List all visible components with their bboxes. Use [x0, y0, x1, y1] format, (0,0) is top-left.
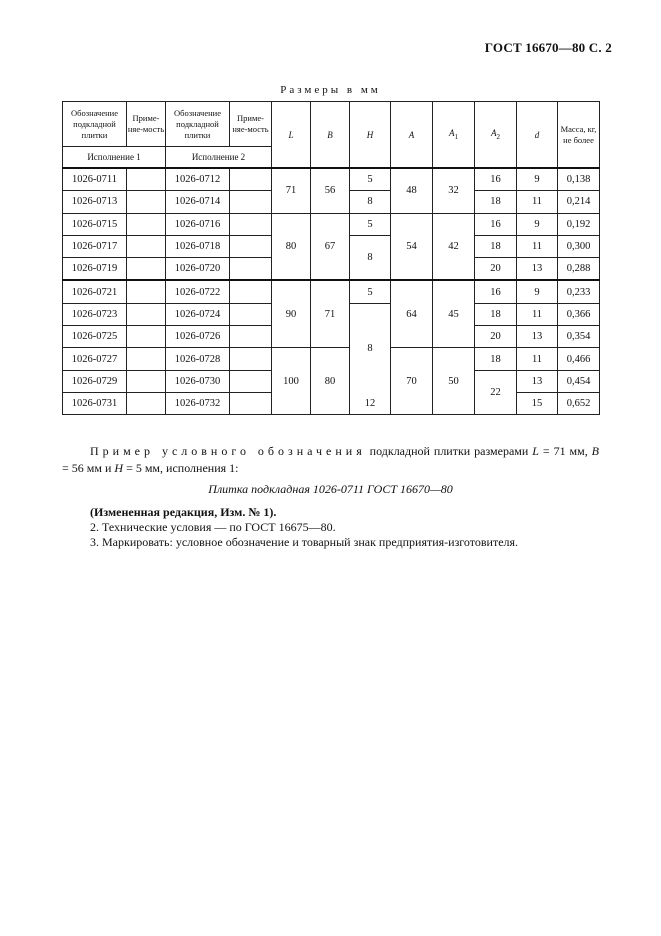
- header-mass: Масса, кг, не более: [558, 102, 600, 169]
- cell-A2: 18: [475, 303, 517, 325]
- designation-example-text: Пример условного обозначения подкладной плитки размерами L = 71 мм, B = 56 мм и H = 5 мм, исполнения 1:: [62, 444, 599, 475]
- cell-A: 70: [391, 348, 433, 415]
- cell-applicability-2: [230, 392, 272, 414]
- cell-A1: 32: [433, 168, 475, 213]
- cell-designation-2: 1026-0724: [166, 303, 230, 325]
- cell-A1: 50: [433, 348, 475, 415]
- header-designation-2: Обозначение подкладной плитки: [166, 102, 230, 147]
- cell-applicability-2: [230, 303, 272, 325]
- cell-H: 8: [350, 303, 391, 392]
- edited-note: (Измененная редакция, Изм. № 1).: [90, 505, 277, 519]
- cell-mass: 0,652: [558, 392, 600, 414]
- cell-designation-1: 1026-0723: [63, 303, 127, 325]
- cell-applicability-2: [230, 258, 272, 281]
- cell-designation-1: 1026-0711: [63, 168, 127, 191]
- cell-B: 80: [311, 348, 350, 415]
- cell-A1: 45: [433, 280, 475, 347]
- cell-designation-2: 1026-0730: [166, 370, 230, 392]
- header-d: d: [517, 102, 558, 169]
- cell-d: 11: [517, 303, 558, 325]
- cell-mass: 0,366: [558, 303, 600, 325]
- cell-designation-2: 1026-0718: [166, 235, 230, 257]
- header-A: A: [391, 102, 433, 169]
- cell-A2: 16: [475, 213, 517, 235]
- cell-applicability-2: [230, 370, 272, 392]
- cell-designation-2: 1026-0712: [166, 168, 230, 191]
- header-applicability-1: Приме-няе-мость: [127, 102, 166, 147]
- cell-d: 11: [517, 235, 558, 257]
- cell-A2: 20: [475, 258, 517, 281]
- cell-B: 56: [311, 168, 350, 213]
- cell-H: 5: [350, 280, 391, 303]
- cell-designation-1: 1026-0721: [63, 280, 127, 303]
- header-applicability-2: Приме-няе-мость: [230, 102, 272, 147]
- cell-applicability-2: [230, 280, 272, 303]
- cell-d: 9: [517, 213, 558, 235]
- cell-mass: 0,466: [558, 348, 600, 370]
- cell-designation-1: 1026-0731: [63, 392, 127, 414]
- cell-mass: 0,354: [558, 326, 600, 348]
- cell-applicability-2: [230, 191, 272, 213]
- cell-applicability-1: [127, 168, 166, 191]
- notes-block: [90, 505, 599, 550]
- cell-designation-1: 1026-0727: [63, 348, 127, 370]
- cell-L: 71: [272, 168, 311, 213]
- cell-designation-1: 1026-0713: [63, 191, 127, 213]
- header-version-2: Исполнение 2: [166, 147, 272, 169]
- cell-designation-2: 1026-0732: [166, 392, 230, 414]
- cell-mass: 0,300: [558, 235, 600, 257]
- cell-applicability-1: [127, 235, 166, 257]
- cell-A: 64: [391, 280, 433, 347]
- cell-designation-2: 1026-0728: [166, 348, 230, 370]
- cell-applicability-2: [230, 168, 272, 191]
- cell-L: 80: [272, 213, 311, 280]
- cell-designation-1: 1026-0717: [63, 235, 127, 257]
- page-header: ГОСТ 16670—80 С. 2: [484, 40, 612, 55]
- cell-H: 8: [350, 235, 391, 280]
- cell-applicability-2: [230, 235, 272, 257]
- cell-applicability-1: [127, 213, 166, 235]
- header-L: L: [272, 102, 311, 169]
- cell-H: 5: [350, 213, 391, 235]
- cell-A: 54: [391, 213, 433, 280]
- cell-applicability-1: [127, 326, 166, 348]
- table-row: [63, 213, 600, 235]
- header-designation-1: Обозначение подкладной плитки: [63, 102, 127, 147]
- cell-B: 71: [311, 280, 350, 347]
- cell-designation-2: 1026-0720: [166, 258, 230, 281]
- cell-applicability-2: [230, 348, 272, 370]
- cell-A2: 20: [475, 326, 517, 348]
- cell-applicability-1: [127, 191, 166, 213]
- header-H: H: [350, 102, 391, 169]
- cell-designation-2: 1026-0714: [166, 191, 230, 213]
- cell-A2: 22: [475, 370, 517, 415]
- cell-H: 12: [350, 392, 391, 414]
- cell-A2: 16: [475, 280, 517, 303]
- cell-d: 15: [517, 392, 558, 414]
- cell-d: 9: [517, 280, 558, 303]
- table-row: [63, 348, 600, 370]
- note-3: 3. Маркировать: условное обозначение и товарный знак предприятия-изготовителя.: [90, 535, 519, 549]
- cell-d: 13: [517, 370, 558, 392]
- cell-applicability-1: [127, 280, 166, 303]
- cell-d: 9: [517, 168, 558, 191]
- cell-applicability-2: [230, 326, 272, 348]
- cell-applicability-1: [127, 348, 166, 370]
- cell-d: 11: [517, 191, 558, 213]
- cell-B: 67: [311, 213, 350, 280]
- cell-L: 100: [272, 348, 311, 415]
- cell-designation-2: 1026-0726: [166, 326, 230, 348]
- cell-A1: 42: [433, 213, 475, 280]
- cell-A2: 18: [475, 235, 517, 257]
- cell-H: 8: [350, 191, 391, 213]
- cell-applicability-1: [127, 258, 166, 281]
- cell-designation-2: 1026-0716: [166, 213, 230, 235]
- header-B: B: [311, 102, 350, 169]
- cell-L: 90: [272, 280, 311, 347]
- cell-designation-1: 1026-0729: [63, 370, 127, 392]
- cell-designation-1: 1026-0725: [63, 326, 127, 348]
- dimensions-table: [62, 101, 600, 415]
- cell-mass: 0,192: [558, 213, 600, 235]
- cell-mass: 0,138: [558, 168, 600, 191]
- header-A1: $A_1$: [433, 102, 475, 169]
- table-row: [63, 280, 600, 303]
- cell-designation-2: 1026-0722: [166, 280, 230, 303]
- cell-A: 48: [391, 168, 433, 213]
- header-A2: $A_2$: [475, 102, 517, 169]
- cell-mass: 0,454: [558, 370, 600, 392]
- cell-mass: 0,233: [558, 280, 600, 303]
- table-caption: Размеры в мм: [280, 84, 381, 96]
- designation-sample: Плитка подкладная 1026-0711 ГОСТ 16670—80: [208, 482, 453, 496]
- header-version-1: Исполнение 1: [63, 147, 166, 169]
- cell-H: 5: [350, 168, 391, 191]
- cell-applicability-1: [127, 392, 166, 414]
- cell-mass: 0,214: [558, 191, 600, 213]
- cell-designation-1: 1026-0719: [63, 258, 127, 281]
- cell-applicability-2: [230, 213, 272, 235]
- table-header-row: [63, 102, 600, 147]
- note-2: 2. Технические условия — по ГОСТ 16675—80.: [90, 520, 336, 534]
- cell-d: 11: [517, 348, 558, 370]
- table-row: [63, 168, 600, 191]
- cell-d: 13: [517, 326, 558, 348]
- example-lead: Пример условного обозначения: [90, 444, 366, 458]
- cell-A2: 18: [475, 191, 517, 213]
- cell-applicability-1: [127, 370, 166, 392]
- cell-mass: 0,288: [558, 258, 600, 281]
- cell-d: 13: [517, 258, 558, 281]
- cell-applicability-1: [127, 303, 166, 325]
- cell-A2: 16: [475, 168, 517, 191]
- cell-designation-1: 1026-0715: [63, 213, 127, 235]
- cell-A2: 18: [475, 348, 517, 370]
